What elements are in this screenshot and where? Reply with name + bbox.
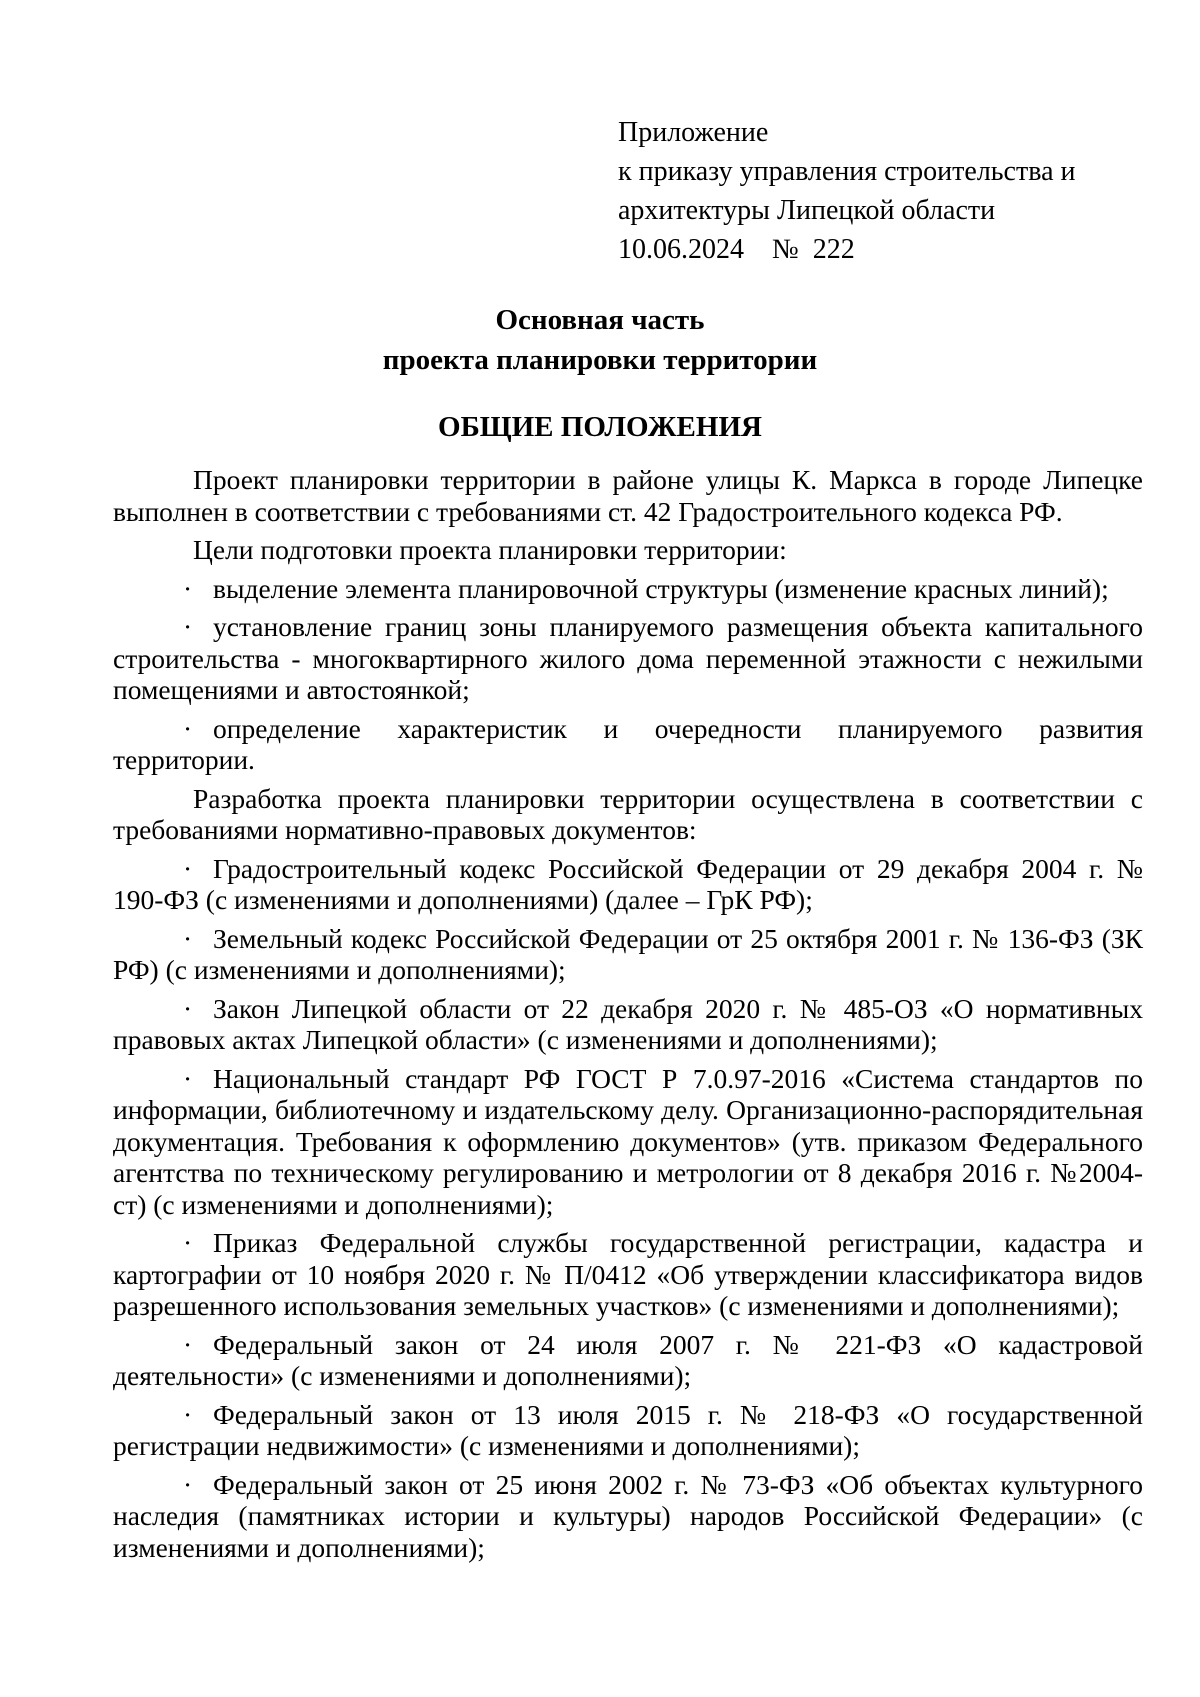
document-text: Земельный кодекс Российской Федерации от 25 октября 2001 г. № 136-ФЗ (ЗК РФ) (с изменениями и дополнениями); <box>113 922 1143 985</box>
bullet-icon: · <box>183 992 193 1024</box>
document-subtitle: проекта планировки территории <box>382 344 818 376</box>
bullet-icon: · <box>183 1468 193 1500</box>
document-text: Закон Липецкой области от 22 декабря 2020 г. № 485-ОЗ «О нормативных правовых актах Липецкой области» (с изменениями и дополнениями); <box>113 992 1143 1055</box>
document-item <box>113 853 1143 916</box>
document-item <box>113 1329 1143 1392</box>
document-item <box>113 1469 1143 1564</box>
goal-text: определение характеристик и очередности планируемого развития территории. <box>113 712 1143 775</box>
document-body <box>113 464 1143 1570</box>
goals-heading: Цели подготовки проекта планировки территории: <box>193 534 787 565</box>
document-item <box>113 923 1143 986</box>
goal-item <box>113 611 1143 706</box>
order-date: 10.06.2024 <box>618 234 744 265</box>
document-title: Основная часть <box>495 304 705 336</box>
document-item <box>113 1227 1143 1322</box>
bullet-icon: · <box>183 922 193 954</box>
number-sign: № <box>772 234 799 265</box>
documents-heading: Разработка проекта планировки территории осуществлена в соответствии с требованиями нормативно-правовых документов: <box>113 782 1143 845</box>
section-heading: ОБЩИЕ ПОЛОЖЕНИЯ <box>438 411 762 443</box>
document-text: Федеральный закон от 13 июля 2015 г. № 218-ФЗ «О государственной регистрации недвижимости» (с изменениями и дополнениями); <box>113 1398 1143 1461</box>
document-text: Национальный стандарт РФ ГОСТ Р 7.0.97-2016 «Система стандартов по информации, библиотечному и издательскому делу. Организационно-распорядительная документация. Требования к оформлению документов» (утв. приказом Федерального агентства по техническому регулированию и метрологии от 8 декабря 2016 г. №2004-ст) (с изменениями и дополнениями); <box>113 1062 1143 1220</box>
bullet-icon: · <box>183 1062 193 1094</box>
document-text: Федеральный закон от 24 июля 2007 г. № 221-ФЗ «О кадастровой деятельности» (с изменениями и дополнениями); <box>113 1328 1143 1391</box>
bullet-icon: · <box>183 1328 193 1360</box>
bullet-icon: · <box>183 852 193 884</box>
intro-paragraph: Проект планировки территории в районе улицы К. Маркса в городе Липецке выполнен в соответствии с требованиями ст. 42 Градостроительного кодекса РФ. <box>113 464 1143 527</box>
document-item <box>113 993 1143 1056</box>
goal-text: выделение элемента планировочной структуры (изменение красных линий); <box>213 572 1109 604</box>
appendix-label: Приложение <box>618 117 769 148</box>
goal-text: установление границ зоны планируемого размещения объекта капитального строительства - многоквартирного жилого дома переменной этажности с нежилыми помещениями и автостоянкой; <box>113 611 1143 705</box>
document-text: Федеральный закон от 25 июня 2002 г. № 73-ФЗ «Об объектах культурного наследия (памятниках истории и культуры) народов Российской Федерации» (с изменениями и дополнениями); <box>113 1468 1143 1563</box>
bullet-icon: · <box>183 1398 193 1430</box>
document-item <box>113 1063 1143 1221</box>
appendix-order-line: к приказу управления строительства и <box>618 156 1076 187</box>
bullet-icon: · <box>183 572 193 604</box>
bullet-icon: · <box>183 1227 193 1258</box>
document-item <box>113 1399 1143 1462</box>
appendix-block <box>618 113 1158 269</box>
document-text: Градостроительный кодекс Российской Федерации от 29 декабря 2004 г. № 190-ФЗ (с изменениями и дополнениями) (далее – ГрК РФ); <box>113 852 1143 915</box>
order-number: 222 <box>812 234 855 265</box>
goal-item <box>113 713 1143 776</box>
bullet-icon: · <box>183 712 193 744</box>
goal-item <box>113 573 1143 605</box>
document-text: Приказ Федеральной службы государственной регистрации, кадастра и картографии от 10 ноября 2020 г. № П/0412 «Об утверждении классификатора видов разрешенного использования земельных участков» (с изменениями и дополнениями); <box>113 1227 1143 1321</box>
appendix-authority-line: архитектуры Липецкой области <box>618 195 996 226</box>
bullet-icon: · <box>183 611 193 642</box>
appendix-date-line <box>618 230 1158 269</box>
